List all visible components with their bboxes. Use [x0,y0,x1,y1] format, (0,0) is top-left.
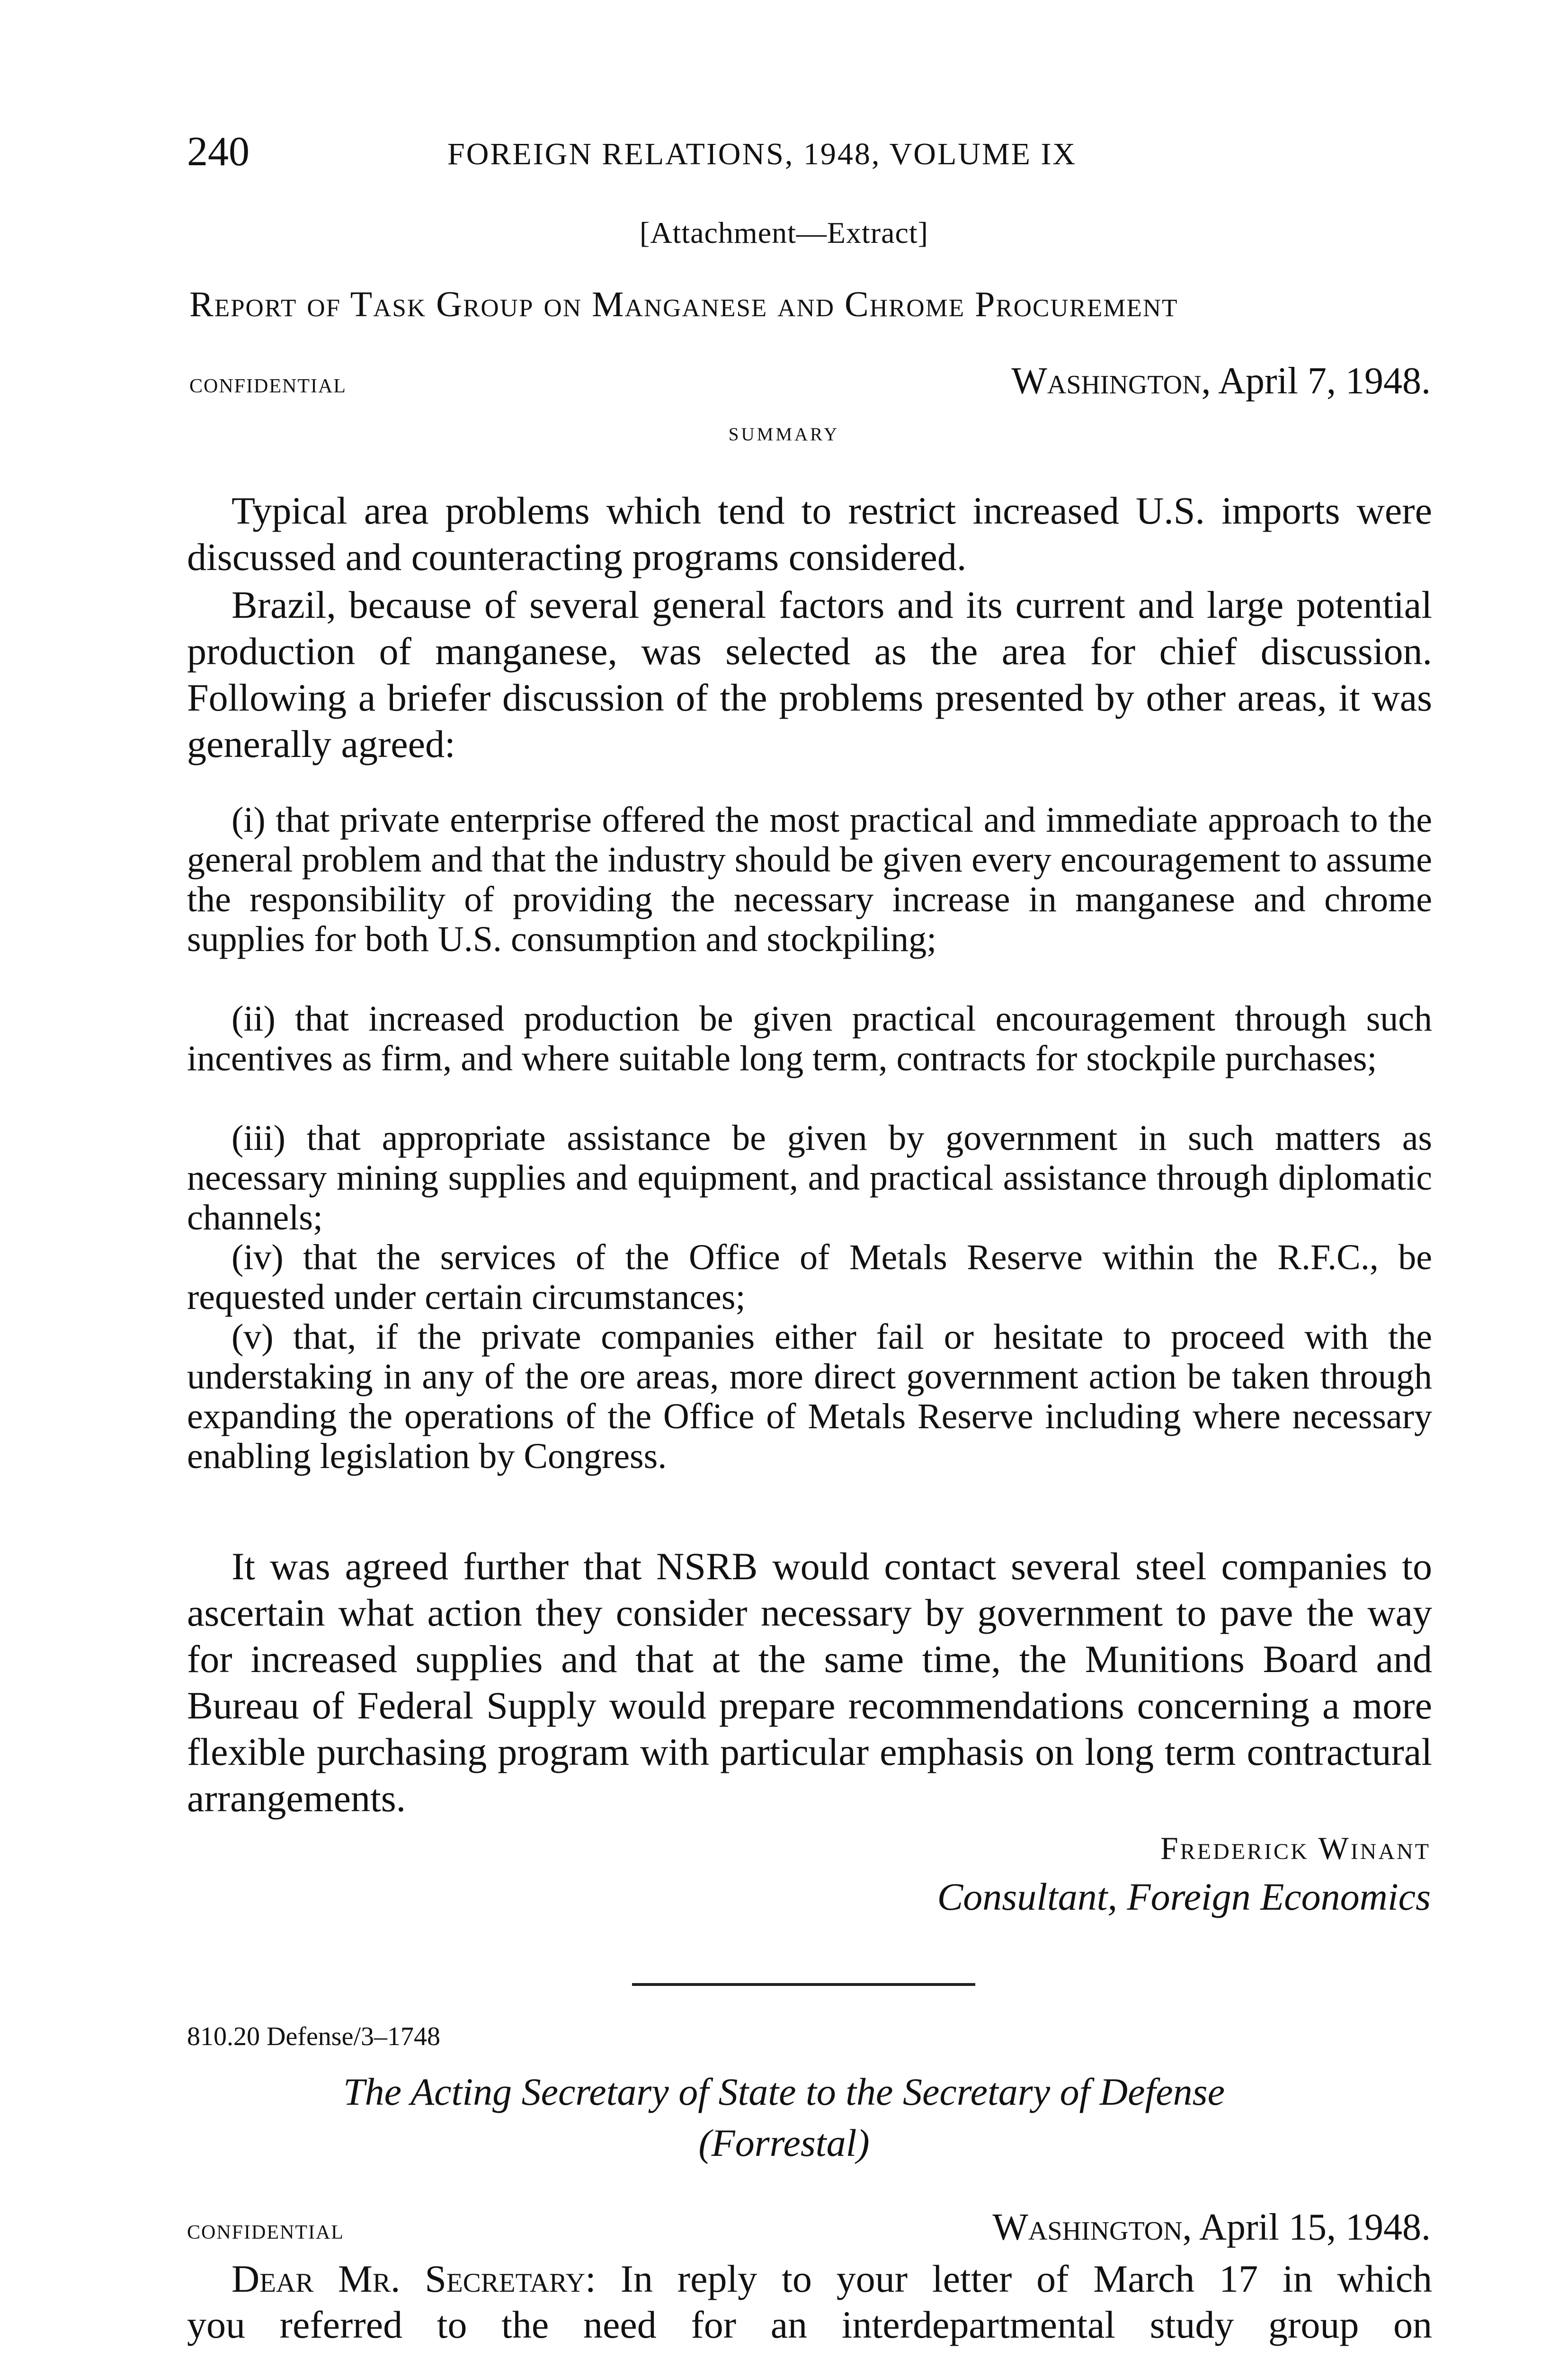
list-item: (v) that, if the private companies either fail or hesitate to proceed with the understaking in any of the ore areas, more direct government action be taken through expanding the operations of the Office of Metals Reserve including where necessary enabling legislation by Congress. [187,1317,1432,1476]
summary-paragraph-1: Typical area problems which tend to restrict increased U.S. imports were discussed and counteracting programs considered. [187,489,1432,578]
place-date-line [992,2206,1431,2249]
date-text: , April 15, 1948. [1182,2207,1431,2248]
document-title-line-2: (Forrestal) [698,2121,870,2164]
list-item: (iii) that appropriate assistance be given by government in such matters as necessary mining supplies and equipment, and practical assistance through diplomatic channels; [187,1118,1432,1237]
attachment-label: [Attachment—Extract] [640,216,928,249]
signature-name: Frederick Winant [1160,1830,1431,1866]
file-number: 810.20 Defense/3–1748 [187,2022,441,2051]
document-title [0,2066,1568,2169]
classification-label: confidential [189,367,347,399]
date-text: , April 7, 1948. [1201,360,1431,402]
salutation: Dear Mr. Secretary [232,2257,586,2300]
report-title: Report of Task Group on Manganese and Chrome Procurement [189,285,1178,324]
letter-body-line-1: : In reply to your letter of March 17 in which [585,2257,1432,2300]
letter-salutation-line [187,2256,1432,2302]
summary-heading: summary [728,417,840,446]
place-name: Washington [1011,360,1202,402]
classification-label: confidential [187,2214,344,2245]
list-item: (ii) that increased production be given practical encouragement through such incentives as firm, and where suitable long term, contracts for stockpile purchases; [187,999,1432,1078]
section-divider [632,1983,975,1986]
list-item: (iv) that the services of the Office of Metals Reserve within the R.F.C., be requested under certain circumstances; [187,1237,1432,1317]
summary-paragraph-2: Brazil, because of several general factors and its current and large potential production of manganese, was selected as the area for chief discussion. Following a briefer discussion of the problems presented by other areas, it was generally agreed: [187,583,1432,765]
place-date-line [1011,360,1431,403]
signature-role: Consultant, Foreign Economics [937,1875,1431,1918]
running-title: FOREIGN RELATIONS, 1948, VOLUME IX [447,137,1077,171]
letter-body-line-2: you referred to the need for an interdepartmental study group on [187,2303,1432,2346]
summary-paragraph-3: It was agreed further that NSRB would contact several steel companies to ascertain what action they consider necessary by government to pave the way for increased supplies and that at the same time, the Munitions Board and Bureau of Federal Supply would prepare recommendations concerning a more flexible purchasing program with particular emphasis on long term contractural arrangements. [187,1545,1432,1820]
list-item: (i) that private enterprise offered the most practical and immediate approach to the general problem and that the industry should be given every encouragement to assume the responsibility of providing the necessary increase in manganese and chrome supplies for both U.S. consumption and stockpiling; [187,800,1432,959]
document-title-line-1: The Acting Secretary of State to the Secretary of Defense [343,2070,1225,2113]
place-name: Washington [992,2207,1183,2248]
page-number: 240 [187,129,249,175]
